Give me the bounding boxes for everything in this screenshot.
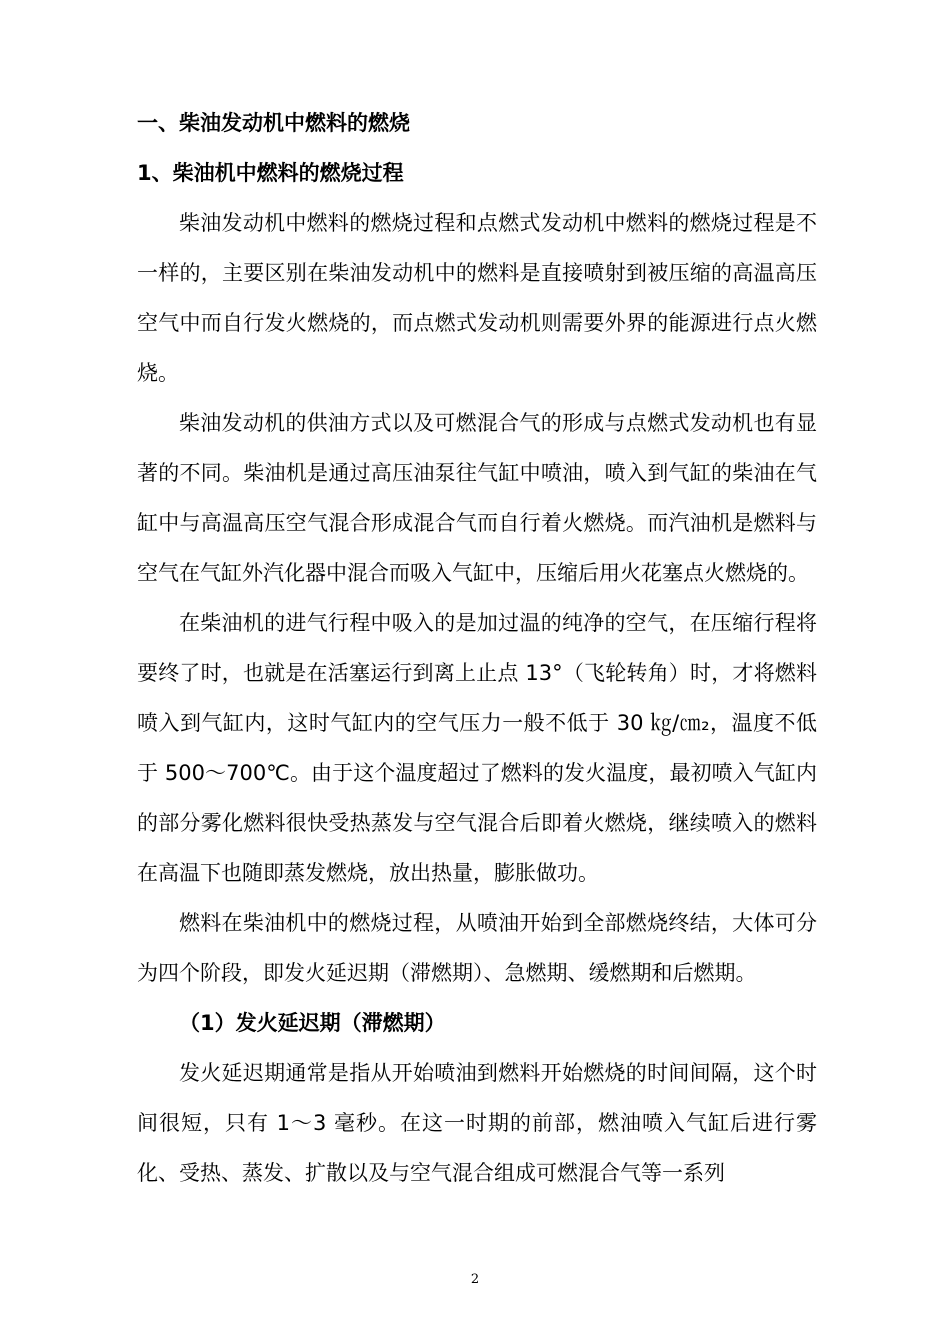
section-title: 一、柴油发动机中燃料的燃烧 [137,111,410,135]
paragraph-2: 柴油发动机的供油方式以及可燃混合气的形成与点燃式发动机也有显著的不同。柴油机是通过高压油泵往气缸中喷油，喷入到气缸的柴油在气缸中与高温高压空气混合形成混合气而自行着火燃烧。而汽油机是燃料与空气在气缸外汽化器中混合而吸入气缸中，压缩后用火花塞点火燃烧的。 [137,411,817,585]
paragraph-4: 燃料在柴油机中的燃烧过程，从喷油开始到全部燃烧终结，大体可分为四个阶段，即发火延迟期（滞燃期）、急燃期、缓燃期和后燃期。 [137,911,817,985]
subsection-title: 1、柴油机中燃料的燃烧过程 [137,161,404,185]
paragraph-3: 在柴油机的进气行程中吸入的是加过温的纯净的空气，在压缩行程将要终了时，也就是在活塞运行到离上止点 13°（飞轮转角）时，才将燃料喷入到气缸内，这时气缸内的空气压力一般不低于 30 ㎏/㎝₂，温度不低于 500～700℃。由于这个温度超过了燃料的发火温度，最初喷入气缸内的部分雾化燃料很快受热蒸发与空气混合后即着火燃烧，继续喷入的燃料在高温下也随即蒸发燃烧，放出热量，膨胀做功。 [137,611,817,885]
stage-title: （1）发火延迟期（滞燃期） [179,1011,446,1035]
document-body [137,98,817,1198]
paragraph-1: 柴油发动机中燃料的燃烧过程和点燃式发动机中燃料的燃烧过程是不一样的，主要区别在柴油发动机中的燃料是直接喷射到被压缩的高温高压空气中而自行发火燃烧的，而点燃式发动机则需要外界的能源进行点火燃烧。 [137,211,817,385]
page-number: 2 [470,1272,480,1287]
paragraph-5: 发火延迟期通常是指从开始喷油到燃料开始燃烧的时间间隔，这个时间很短，只有 1～3 毫秒。在这一时期的前部，燃油喷入气缸后进行雾化、受热、蒸发、扩散以及与空气混合组成可燃混合气等一系列 [137,1061,817,1185]
